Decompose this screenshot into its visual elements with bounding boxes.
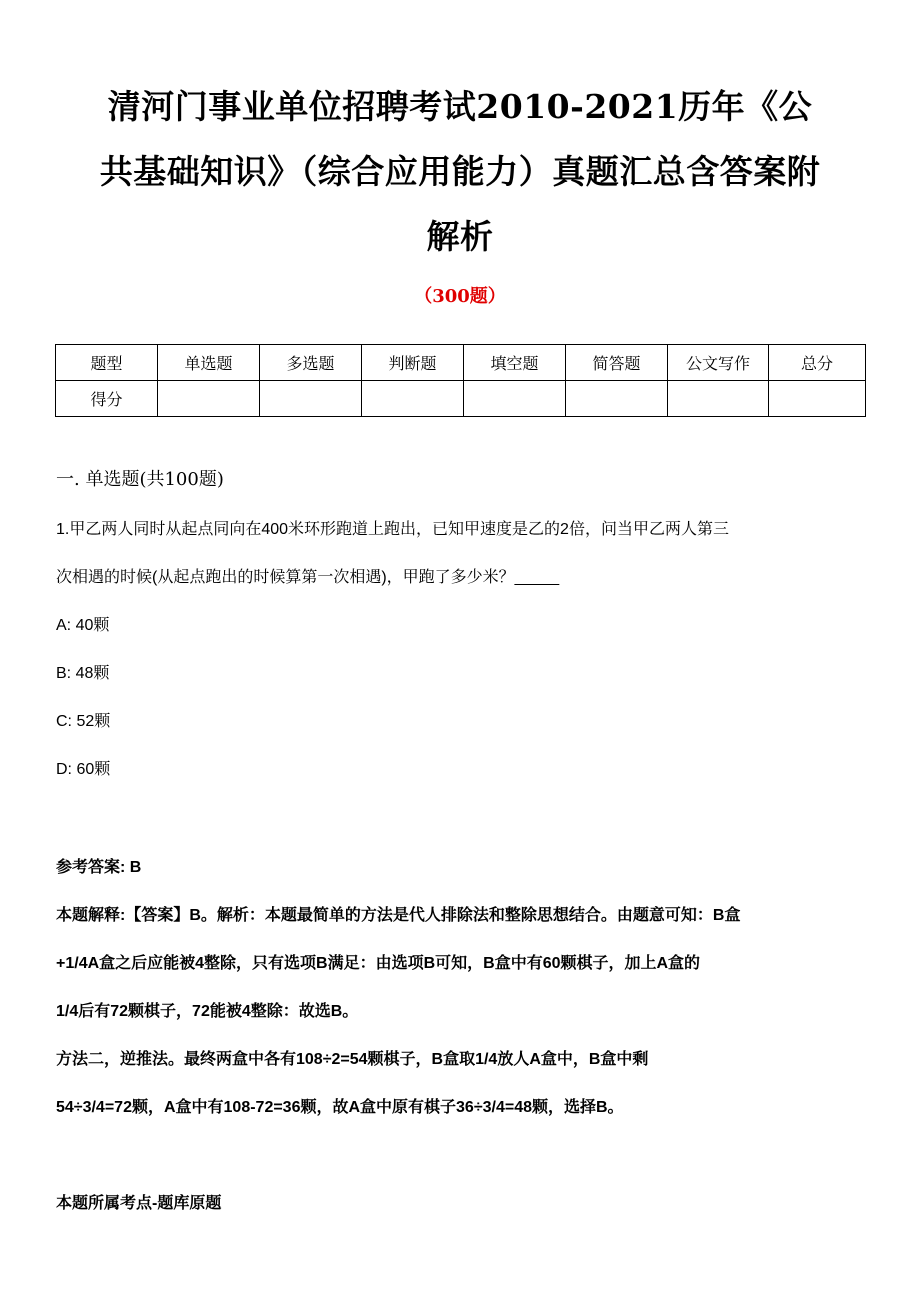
title-line-2: 共基础知识》（综合应用能力）真题汇总含答案附: [99, 152, 821, 191]
score-cell: [260, 381, 362, 417]
score-row-label: 得分: [56, 381, 158, 417]
option-c: C: 52颗: [56, 713, 111, 730]
score-cell: [464, 381, 566, 417]
question-count: （300题）: [414, 286, 506, 307]
title-line-3: 解析: [426, 217, 494, 256]
score-cell: [362, 381, 464, 417]
explanation-line-5: 54÷3/4=72颗，A盒中有108-72=36颗，故A盒中原有棋子36÷3/4=48颗，选择B。: [56, 1099, 624, 1116]
header-cell-multi-choice: 多选题: [260, 345, 362, 381]
header-cell-total: 总分: [769, 345, 866, 381]
header-cell-official-writing: 公文写作: [668, 345, 769, 381]
explanation-line-3: 1/4后有72颗棋子，72能被4整除：故选B。: [56, 1003, 359, 1020]
option-b: B: 48颗: [56, 665, 110, 682]
header-cell-type: 题型: [56, 345, 158, 381]
title-line-1: 清河门事业单位招聘考试2010-2021历年《公: [107, 87, 813, 126]
header-cell-short-answer: 简答题: [566, 345, 668, 381]
option-d: D: 60颗: [56, 761, 111, 778]
option-a: A: 40颗: [56, 617, 110, 634]
score-table: [55, 344, 866, 417]
score-cell: [769, 381, 866, 417]
question-text-line-1: 1.甲乙两人同时从起点同向在400米环形跑道上跑出，已知甲速度是乙的2倍，问当甲乙两人第三: [56, 521, 729, 538]
header-cell-single-choice: 单选题: [158, 345, 260, 381]
score-table-header-row: [56, 345, 866, 381]
score-cell: [566, 381, 668, 417]
question-text-line-2: 次相遇的时候(从起点跑出的时候算第一次相遇)，甲跑了多少米？_____: [56, 569, 560, 586]
explanation-line-1: 本题解释:【答案】B。解析：本题最简单的方法是代人排除法和整除思想结合。由题意可知：B盒: [56, 907, 741, 924]
explanation-line-4: 方法二，逆推法。最终两盒中各有108÷2=54颗棋子，B盒取1/4放人A盒中，B盒中剩: [56, 1051, 649, 1068]
section-heading: 一. 单选题(共100题): [56, 469, 224, 490]
knowledge-point: 本题所属考点-题库原题: [56, 1195, 222, 1212]
header-cell-true-false: 判断题: [362, 345, 464, 381]
score-cell: [668, 381, 769, 417]
score-cell: [158, 381, 260, 417]
reference-answer: 参考答案: B: [56, 859, 142, 876]
score-table-score-row: [56, 381, 866, 417]
explanation-line-2: +1/4A盒之后应能被4整除，只有选项B满足：由选项B可知，B盒中有60颗棋子，加上A盒的: [56, 955, 701, 972]
header-cell-fill-blank: 填空题: [464, 345, 566, 381]
document-title: [40, 74, 880, 269]
